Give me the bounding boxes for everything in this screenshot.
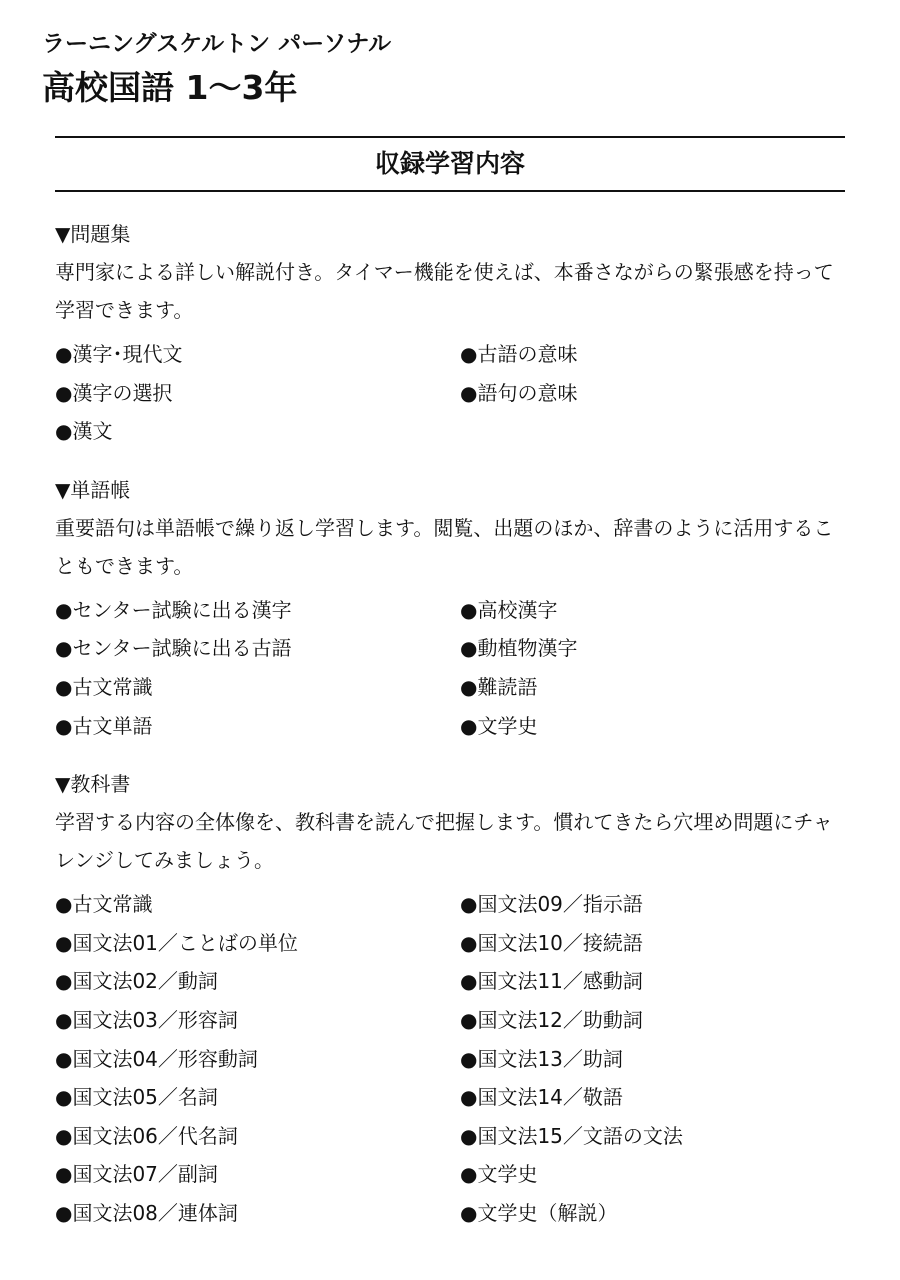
list-item: ●動植物漢字	[460, 636, 578, 661]
list-item: ●古文常識	[55, 892, 153, 917]
list-item: ●国文法01／ことばの単位	[55, 930, 298, 955]
section-description: 専門家による詳しい解説付き。タイマー機能を使えば、本番さながらの緊張感を持って学習できます。	[55, 260, 834, 322]
series-name: ラーニングスケルトン パーソナル	[42, 31, 392, 57]
list-item: ●国文法14／敬語	[460, 1085, 623, 1110]
list-item: ●漢字の選択	[55, 380, 173, 405]
section-heading: ▼問題集	[55, 222, 131, 246]
list-item: ●古文常識	[55, 674, 153, 699]
list-item: ●国文法11／感動詞	[460, 969, 643, 994]
list-item: ●国文法13／助詞	[460, 1046, 623, 1071]
list-item: ●高校漢字	[460, 597, 558, 622]
section-heading: ▼教科書	[55, 772, 131, 797]
item-list	[55, 885, 845, 1232]
list-item: ●語句の意味	[460, 380, 578, 405]
section-vocabulary-book	[55, 471, 845, 745]
list-item: ●国文法03／形容詞	[55, 1007, 238, 1032]
section-description: 重要語句は単語帳で繰り返し学習します。閲覧、出題のほか、辞書のように活用することもできます。	[55, 515, 834, 578]
list-item: ●国文法08／連体詞	[55, 1200, 238, 1225]
list-item: ●国文法04／形容動詞	[55, 1046, 258, 1071]
page-header	[42, 28, 391, 112]
list-item: ●文学史	[460, 713, 538, 738]
banner-title: 収録学習内容	[374, 149, 525, 178]
list-item: ●センター試験に出る漢字	[55, 597, 292, 622]
list-item: ●古文単語	[55, 713, 153, 738]
list-item: ●国文法12／助動詞	[460, 1007, 643, 1032]
list-item: ●国文法09／指示語	[460, 892, 643, 917]
list-item: ●難読語	[460, 674, 538, 699]
list-item: ●漢字･現代文	[55, 342, 183, 366]
list-item: ●国文法02／動詞	[55, 969, 218, 994]
contents-body	[55, 215, 845, 1253]
list-item: ●国文法15／文語の文法	[460, 1123, 683, 1148]
list-item: ●センター試験に出る古語	[55, 636, 292, 661]
list-item: ●国文法07／副詞	[55, 1162, 218, 1187]
section-description: 学習する内容の全体像を、教科書を読んで把握します。慣れてきたら穴埋め問題にチャレンジしてみましょう。	[55, 810, 833, 873]
section-heading: ▼単語帳	[55, 477, 131, 502]
item-list	[55, 335, 845, 451]
section-problem-sets	[55, 215, 845, 451]
list-item: ●国文法05／名詞	[55, 1085, 218, 1110]
page-title: 高校国語 1〜3年	[42, 68, 298, 107]
contents-banner	[55, 136, 845, 192]
item-list	[55, 591, 845, 745]
list-item: ●国文法06／代名詞	[55, 1123, 238, 1148]
list-item: ●古語の意味	[460, 342, 578, 366]
list-item: ●漢文	[55, 419, 113, 444]
section-textbook	[55, 765, 845, 1232]
list-item: ●文学史（解説）	[460, 1200, 618, 1225]
list-item: ●国文法10／接続語	[460, 930, 643, 955]
list-item: ●文学史	[460, 1162, 538, 1187]
